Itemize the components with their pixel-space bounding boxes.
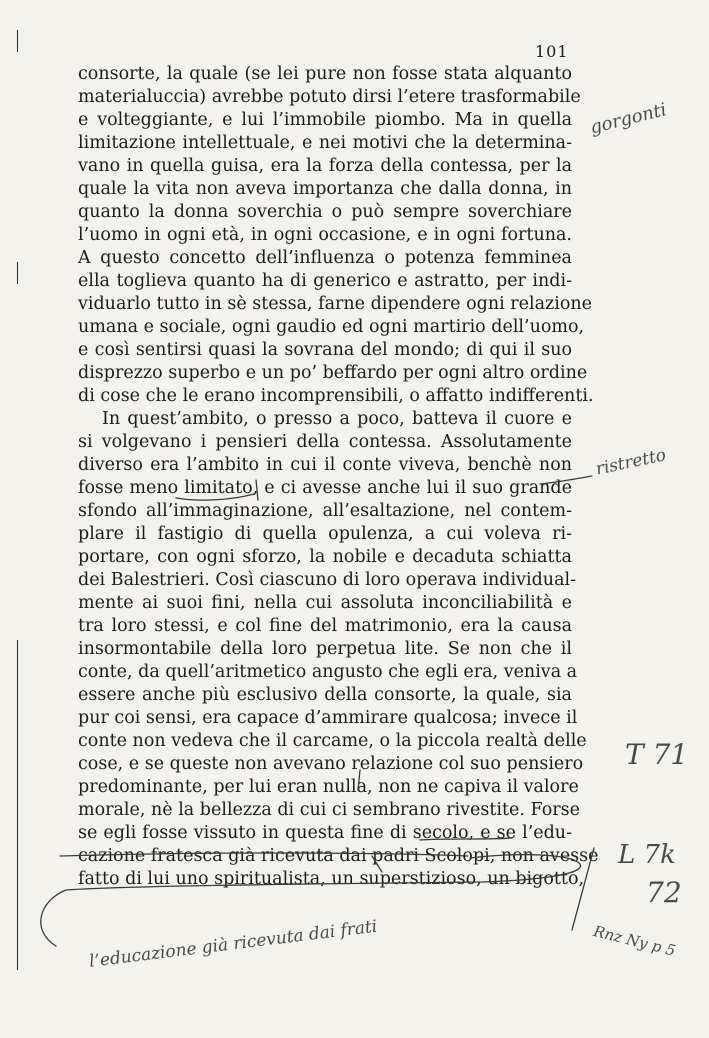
text-line: umana e sociale, ogni gaudio ed ogni martirio dell’uomo, (78, 317, 585, 337)
text-line: tra loro stessi, e col fine del matrimonio, era la causa (78, 616, 572, 636)
margin-note-72: 72 (646, 876, 682, 909)
text-line: fosse meno limitato, e ci avesse anche lui il suo grande (78, 478, 572, 498)
text-line: quale la vita non aveva importanza che dalla donna, in (78, 179, 572, 199)
text-line: cazione fratesca già ricevuta dai padri Scolopi, non avesse (78, 846, 599, 866)
margin-note-ristretto: ristretto (594, 445, 668, 480)
margin-note-l7k: L 7k (618, 840, 676, 870)
text-line: disprezzo superbo e un po’ beffardo per ogni altro ordine (78, 363, 588, 383)
page-number: 101 (535, 42, 569, 61)
margin-note-t71: T 71 (625, 738, 689, 771)
text-line: materialuccia) avrebbe potuto dirsi l’etere trasformabile (78, 87, 581, 107)
text-line: e così sentirsi quasi la sovrana del mondo; di qui il suo (78, 340, 572, 360)
text-line: A questo concetto dell’influenza o potenza femminea (78, 248, 572, 268)
text-line: sfondo all’immaginazione, all’esaltazione, nel contem- (78, 501, 572, 521)
text-line: mente ai suoi fini, nella cui assoluta inconciliabilità e (78, 593, 572, 613)
text-line: dei Balestrieri. Così ciascuno di loro operava individual- (78, 570, 577, 590)
text-line: conte non vedeva che il carcame, o la piccola realtà delle (78, 731, 587, 751)
margin-rule-top (17, 30, 18, 52)
text-line: portare, con ogni sforzo, la nobile e decaduta schiatta (78, 547, 572, 567)
text-line: viduarlo tutto in sè stessa, farne dipendere ogni relazione (78, 294, 592, 314)
margin-rule-mid (17, 262, 18, 284)
text-line: morale, nè la bellezza di cui ci sembrano rivestite. Forse (78, 800, 580, 820)
text-line: plare il fastigio di quella opulenza, a cui voleva ri- (78, 524, 572, 544)
text-line: predominante, per lui eran nulla, non ne capiva il valore (78, 777, 579, 797)
text-line: In quest’ambito, o presso a poco, batteva il cuore e (102, 409, 572, 429)
text-line: di cose che le erano incomprensibili, o affatto indifferenti. (78, 386, 594, 406)
text-line: conte, da quell’aritmetico angusto che egli era, veniva a (78, 662, 578, 682)
margin-note-reference: Rnz Ny p 5 (591, 922, 678, 960)
text-line: si volgevano i pensieri della contessa. Assolutamente (78, 432, 572, 452)
text-line: ella toglieva quanto ha di generico e astratto, per indi- (78, 271, 572, 291)
text-line: consorte, la quale (se lei pure non fosse stata alquanto (78, 64, 572, 84)
text-line: limitazione intellettuale, e nei motivi che la determina- (78, 133, 572, 153)
text-line: fatto di lui uno spiritualista, un superstizioso, un bigotto, (78, 869, 585, 889)
text-line: essere anche più esclusivo della consorte, la quale, sia (78, 685, 572, 705)
text-line: vano in quella guisa, era la forza della contessa, per la (78, 156, 572, 176)
text-line: diverso era l’ambito in cui il conte viveva, benchè non (78, 455, 572, 475)
text-line: insormontabile della loro perpetua lite. Se non che il (78, 639, 572, 659)
text-line: e volteggiante, e lui l’immobile piombo. Ma in quella (78, 110, 572, 130)
text-line: se egli fosse vissuto in questa fine di secolo, e se l’edu- (78, 823, 572, 843)
text-line: quanto la donna soverchia o può sempre soverchiare (78, 202, 572, 222)
margin-note-gorgonti: gorgonti (588, 99, 669, 139)
text-line: l’uomo in ogni età, in ogni occasione, e in ogni fortuna. (78, 225, 572, 245)
text-line: cose, e se queste non avevano relazione col suo pensiero (78, 754, 584, 774)
margin-rule-long (17, 640, 18, 970)
text-line: pur coi sensi, era capace d’ammirare qualcosa; invece il (78, 708, 578, 728)
margin-note-bottom: l’educazione già ricevuta dai frati (88, 916, 379, 972)
